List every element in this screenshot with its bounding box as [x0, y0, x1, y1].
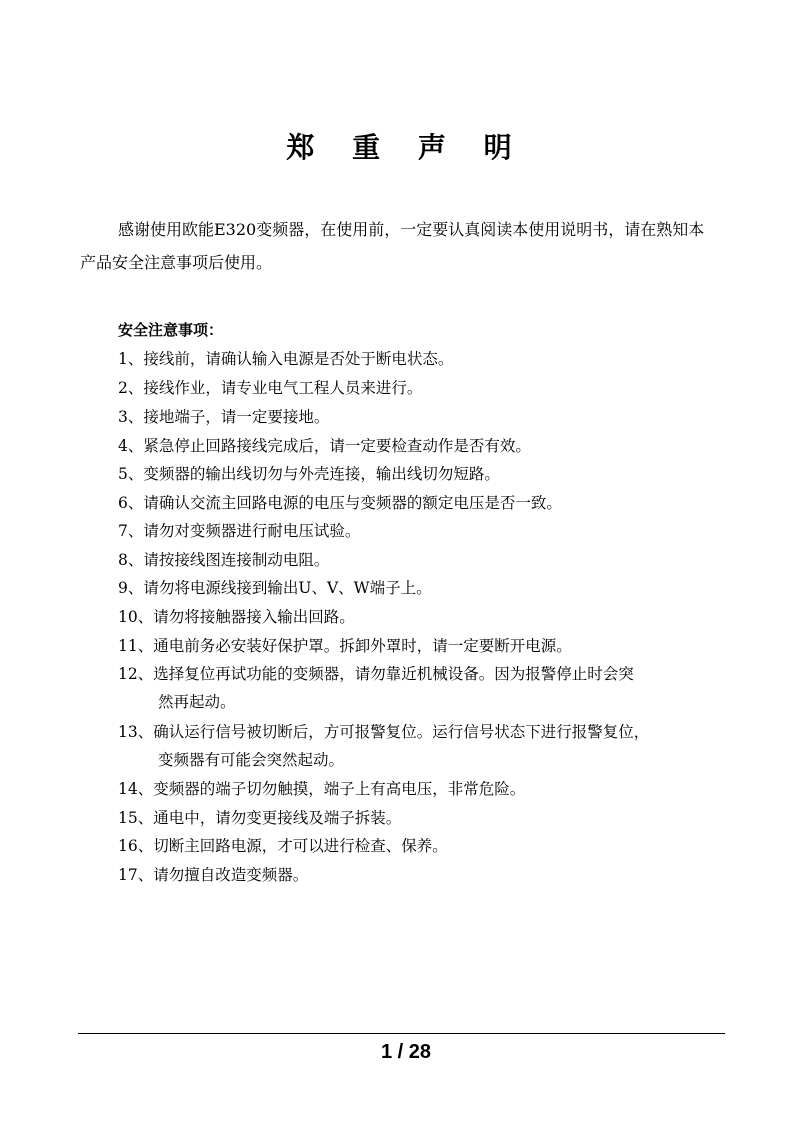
- item-text: 通电前务必安装好保护罩。拆卸外罩时，请一定要断开电源。: [153, 637, 572, 655]
- safety-item-4: [118, 432, 738, 460]
- item-text: 请勿将电源线接到输出U、V、W端子上。: [143, 579, 432, 597]
- item-number: 12、: [118, 665, 154, 683]
- intro-paragraph: 感谢使用欧能E320变频器，在使用前，一定要认真阅读本使用说明书，请在熟知本产品安全注意事项后使用。: [80, 220, 705, 272]
- item-number: 2、: [118, 379, 144, 397]
- item-text: 接地端子，请一定要接地。: [143, 408, 330, 426]
- item-text: 变频器的输出线切勿与外壳连接，输出线切勿短路。: [143, 465, 500, 483]
- item-number: 14、: [118, 780, 154, 798]
- safety-item-12: [118, 660, 738, 716]
- item-number: 5、: [118, 465, 144, 483]
- item-number: 15、: [118, 809, 154, 827]
- item-number: 10、: [118, 608, 154, 626]
- item-text: 选择复位再试功能的变频器，请勿靠近机械设备。因为报警停止时会突: [153, 665, 634, 683]
- item-text-continuation: 然再起动。: [158, 693, 236, 711]
- footer-divider: [78, 1033, 725, 1034]
- item-text: 紧急停止回路接线完成后，请一定要检查动作是否有效。: [143, 437, 531, 455]
- item-text: 接线作业，请专业电气工程人员来进行。: [143, 379, 423, 397]
- item-text: 通电中，请勿变更接线及端子拆装。: [153, 809, 402, 827]
- item-number: 13、: [118, 723, 154, 741]
- safety-item-1: [118, 345, 738, 373]
- item-text: 变频器的端子切勿触摸，端子上有高电压，非常危险。: [153, 780, 526, 798]
- safety-item-11: [118, 632, 738, 660]
- item-number: 3、: [118, 408, 144, 426]
- safety-item-10: [118, 603, 738, 631]
- page-number: 1 / 28: [380, 1041, 432, 1063]
- safety-item-16: [118, 832, 738, 860]
- item-text: 接线前，请确认输入电源是否处于断电状态。: [143, 350, 454, 368]
- safety-item-13: [118, 718, 738, 774]
- safety-item-15: [118, 804, 738, 832]
- safety-item-7: [118, 517, 738, 545]
- item-text: 请勿擅自改造变频器。: [153, 866, 309, 884]
- item-number: 1、: [118, 350, 144, 368]
- safety-item-14: [118, 775, 738, 803]
- item-number: 11、: [118, 637, 154, 655]
- item-text: 确认运行信号被切断后，方可报警复位。运行信号状态下进行报警复位，: [153, 723, 650, 741]
- item-text: 请按接线图连接制动电阻。: [143, 551, 330, 569]
- item-text-continuation: 变频器有可能会突然起动。: [158, 751, 345, 769]
- safety-section-heading: 安全注意事项：: [118, 321, 224, 339]
- item-text: 切断主回路电源，才可以进行检查、保养。: [153, 837, 448, 855]
- item-number: 8、: [118, 551, 144, 569]
- item-text: 请勿将接触器接入输出回路。: [153, 608, 355, 626]
- item-number: 4、: [118, 437, 144, 455]
- item-number: 7、: [118, 522, 144, 540]
- item-text: 请确认交流主回路电源的电压与变频器的额定电压是否一致。: [143, 494, 562, 512]
- safety-item-8: [118, 546, 738, 574]
- safety-item-17: [118, 861, 738, 889]
- safety-item-2: [118, 374, 738, 402]
- safety-item-9: [118, 574, 738, 602]
- page-title: 郑 重 声 明: [286, 131, 526, 164]
- safety-item-5: [118, 460, 738, 488]
- item-number: 16、: [118, 837, 154, 855]
- safety-item-6: [118, 489, 738, 517]
- item-number: 6、: [118, 494, 144, 512]
- item-text: 请勿对变频器进行耐电压试验。: [143, 522, 361, 540]
- safety-item-3: [118, 403, 738, 431]
- item-number: 17、: [118, 866, 154, 884]
- item-number: 9、: [118, 579, 144, 597]
